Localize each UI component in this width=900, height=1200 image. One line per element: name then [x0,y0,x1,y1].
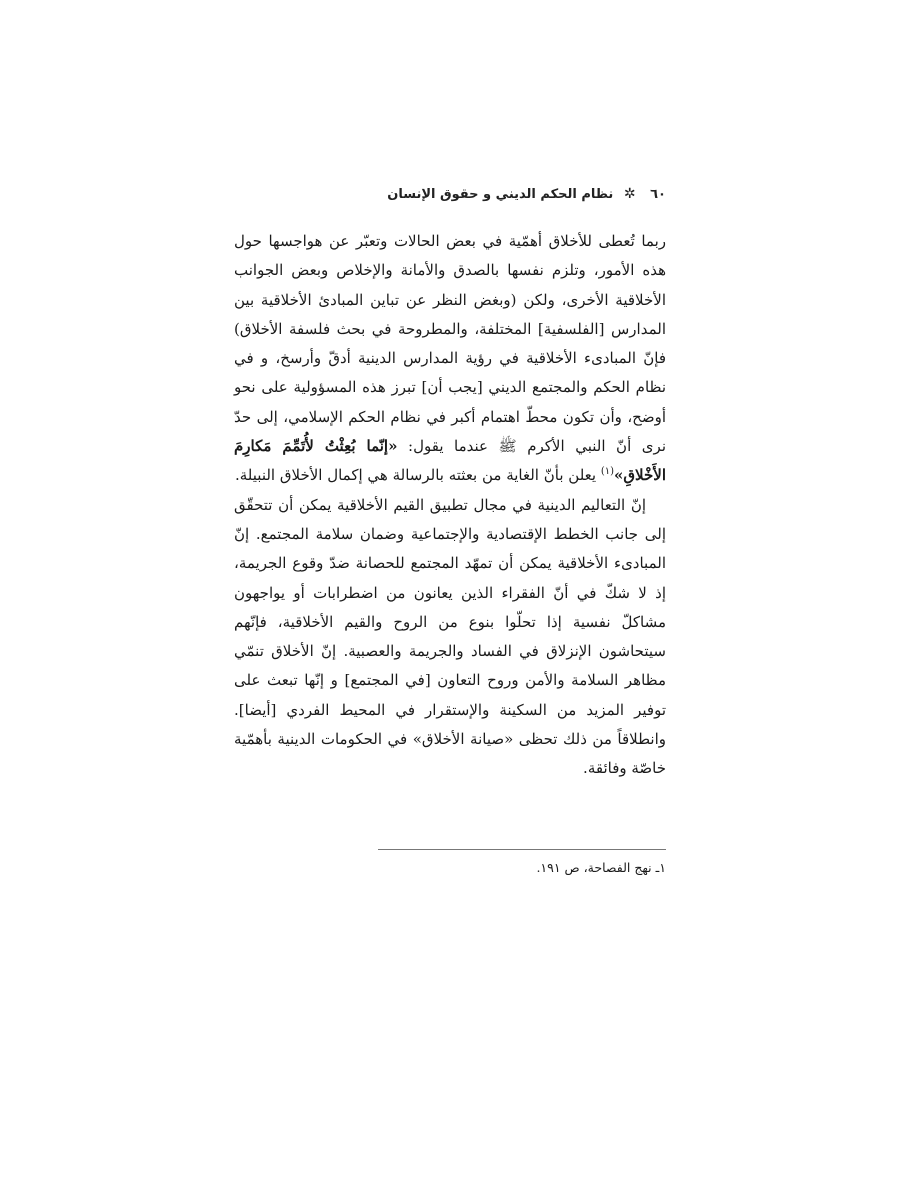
footnote-divider [378,849,666,850]
footnote-reference: (١) [600,466,615,478]
flower-ornament-icon: ✲ [623,186,636,202]
paragraph-2: إنّ التعاليم الدينية في مجال تطبيق القيم الأخلاقية يمكن أن تتحقّق إلى جانب الخطط الإقتصادية والإجتماعية وضمان سلامة المجتمع. إنّ المبادىء الأخلاقية يمكن أن تمهّد المجتمع للحصانة ضدّ وقوع الجريمة، إذ لا شكّ في أنّ الفقراء الذين يعانون من اضطرابات أو يواجهون مشاكلّ نفسية إذا تحلّوا بنوع من الروح والقيم الأخلاقية، فإنّهم سيتحاشون الإنزلاق في الفساد والجريمة والعصبية. إنّ الأخلاق تنمّي مظاهر السلامة والأمن وروح التعاون [في المجتمع] و إنّها تبعث على توفير المزيد من السكينة والإستقرار في المحيط الفردي [أيضا]. وانطلاقاً من ذلك تحظى «صيانة الأخلاق» في الحكومات الدينية بأهمّية خاصّة وفائقة. [234,495,666,778]
body-text [234,227,666,784]
page-number: ٦٠ [650,186,666,202]
paragraph-1 [234,227,666,491]
paragraph-1-continuation: يعلن بأنّ الغاية من بعثته بالرسالة هي إكمال الأخلاق النبيلة. [235,466,601,485]
hadith-quote: «إنّما بُعِثْتُ لأُتَمِّمَ مَكارِمَ الأَخْلاقِ» [234,437,666,485]
book-title: نظام الحكم الديني و حقوق الإنسان [387,186,614,202]
running-header [236,186,666,202]
paragraph-1-text: ربما تُعطى للأخلاق أهمّية في بعض الحالات وتعبّر عن هواجسها حول هذه الأمور، وتلزم نفسها بالصدق والأمانة والإخلاص وبعض الجوانب الأخلاقية الأخرى، ولكن (وبغض النظر عن تباين المبادئ الأخلاقية بين المدارس [الفلسفية] المختلفة، والمطروحة في بحث فلسفة الأخلاق) فإنّ المبادىء الأخلاقية في رؤية المدارس الدينية أدقّ وأرسخ، و في نظام الحكم والمجتمع الديني [يجب أن] تبرز هذه المسؤولية على نحو أوضح، وأن تكون محطّ اهتمام أكبر في نظام الحكم الإسلامي، إلى حدّ نرى أنّ النبي الأكرم ﷺ عندما يقول: [234,232,666,456]
footnote: ١ـ نهج الفصاحة، ص ١٩١. [536,860,666,875]
